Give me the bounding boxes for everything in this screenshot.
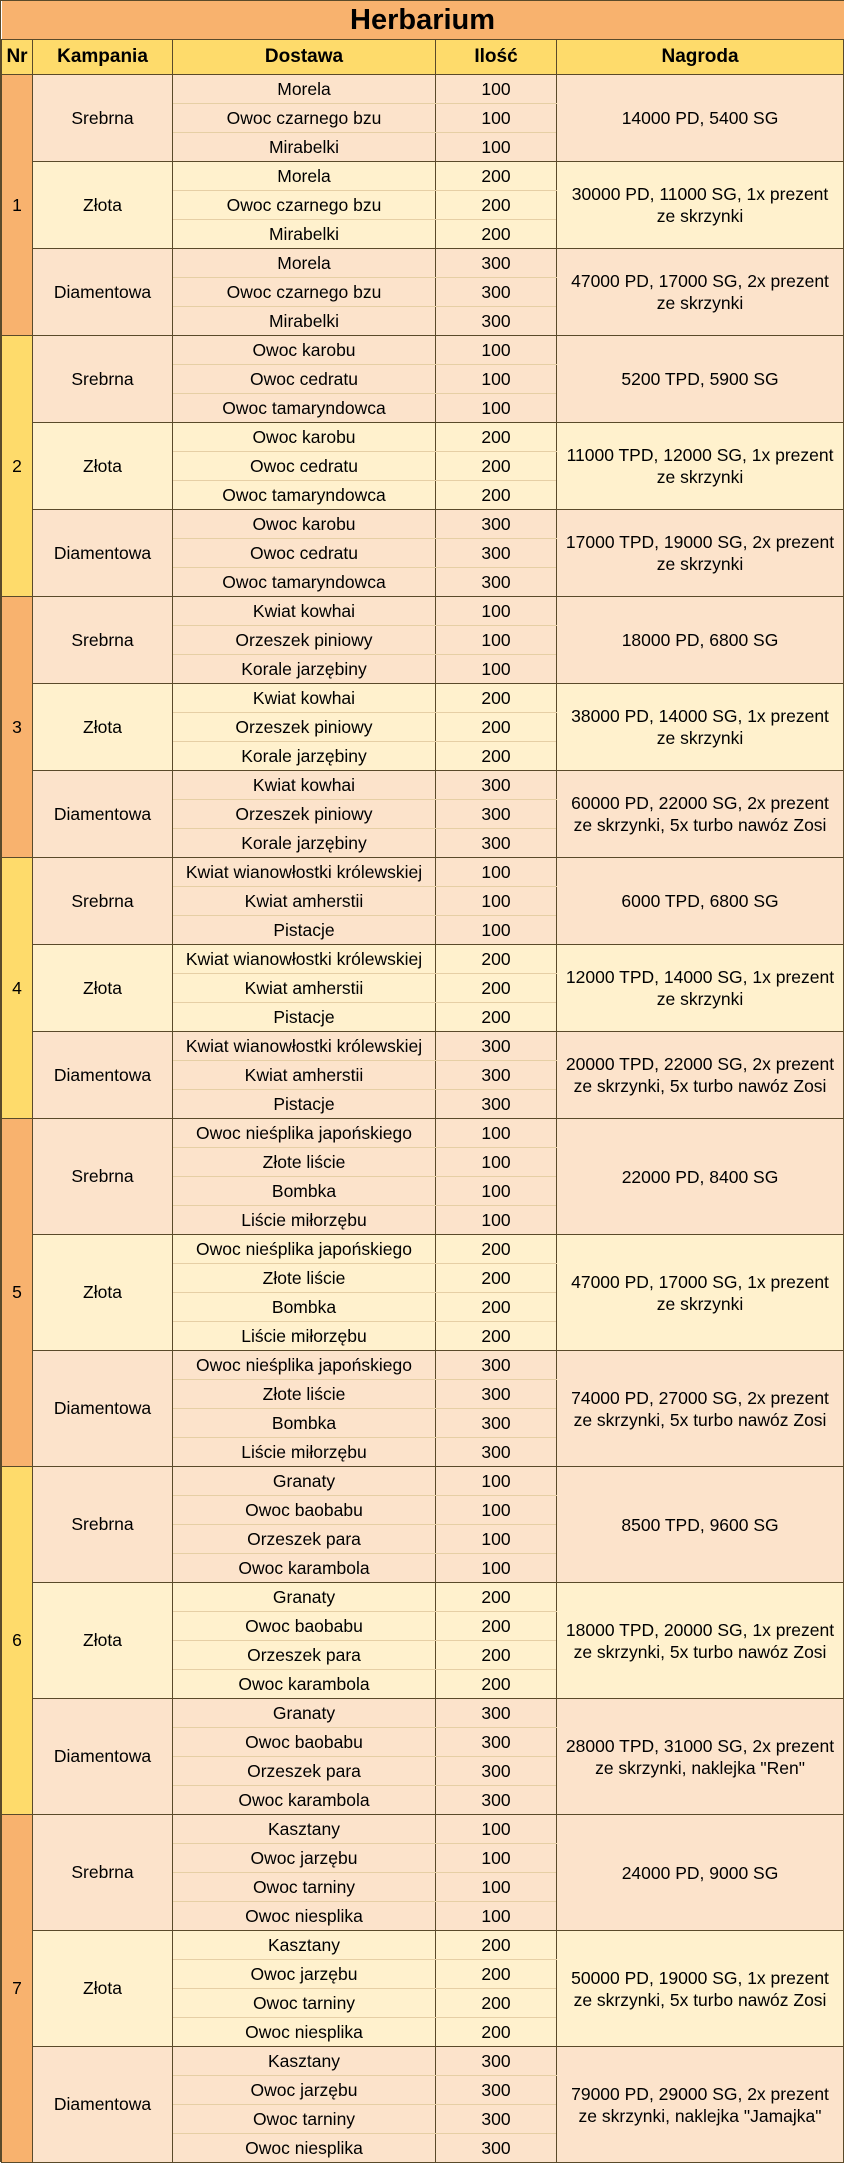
delivery-item: Orzeszek piniowy (173, 626, 436, 655)
delivery-quantity: 100 (436, 1844, 557, 1873)
table-row (2, 771, 844, 800)
delivery-quantity: 200 (436, 974, 557, 1003)
group-number: 2 (2, 336, 33, 597)
delivery-item: Kwiat kowhai (173, 684, 436, 713)
campaign-tier: Złota (33, 423, 173, 510)
reward-cell: 79000 PD, 29000 SG, 2x prezent ze skrzynki, naklejka "Jamajka" (557, 2047, 844, 2163)
delivery-quantity: 300 (436, 1699, 557, 1728)
reward-cell: 12000 TPD, 14000 SG, 1x prezent ze skrzynki (557, 945, 844, 1032)
delivery-quantity: 200 (436, 684, 557, 713)
delivery-item: Korale jarzębiny (173, 829, 436, 858)
delivery-quantity: 300 (436, 1380, 557, 1409)
delivery-item: Owoc nieśplika japońskiego (173, 1351, 436, 1380)
table-body (2, 75, 844, 2163)
delivery-item: Liście miłorzębu (173, 1322, 436, 1351)
table-row (2, 1235, 844, 1264)
delivery-quantity: 300 (436, 829, 557, 858)
campaign-tier: Diamentowa (33, 510, 173, 597)
delivery-item: Owoc nieśplika japońskiego (173, 1235, 436, 1264)
reward-cell: 17000 TPD, 19000 SG, 2x prezent ze skrzynki (557, 510, 844, 597)
delivery-item: Owoc niesplika (173, 2018, 436, 2047)
reward-cell: 24000 PD, 9000 SG (557, 1815, 844, 1931)
table-row (2, 510, 844, 539)
delivery-quantity: 300 (436, 1090, 557, 1119)
campaign-tier: Srebrna (33, 75, 173, 162)
delivery-item: Owoc karobu (173, 423, 436, 452)
table-row (2, 423, 844, 452)
reward-cell: 38000 PD, 14000 SG, 1x prezent ze skrzynki (557, 684, 844, 771)
delivery-quantity: 200 (436, 1931, 557, 1960)
table-row (2, 1467, 844, 1496)
campaign-tier: Złota (33, 684, 173, 771)
herbarium-table (1, 1, 844, 2163)
delivery-quantity: 300 (436, 2105, 557, 2134)
delivery-quantity: 300 (436, 800, 557, 829)
campaign-tier: Diamentowa (33, 1351, 173, 1467)
delivery-quantity: 100 (436, 858, 557, 887)
table-row (2, 597, 844, 626)
delivery-item: Pistacje (173, 916, 436, 945)
header-reward: Nagroda (557, 40, 844, 75)
delivery-quantity: 100 (436, 1206, 557, 1235)
table-row (2, 75, 844, 104)
delivery-quantity: 200 (436, 1612, 557, 1641)
delivery-item: Złote liście (173, 1264, 436, 1293)
campaign-tier: Złota (33, 945, 173, 1032)
delivery-item: Owoc czarnego bzu (173, 278, 436, 307)
delivery-item: Owoc nieśplika japońskiego (173, 1119, 436, 1148)
delivery-item: Granaty (173, 1467, 436, 1496)
delivery-quantity: 300 (436, 1032, 557, 1061)
delivery-quantity: 200 (436, 220, 557, 249)
delivery-quantity: 200 (436, 1670, 557, 1699)
delivery-item: Kasztany (173, 1815, 436, 1844)
group-number: 6 (2, 1467, 33, 1815)
delivery-quantity: 300 (436, 278, 557, 307)
delivery-quantity: 100 (436, 75, 557, 104)
delivery-item: Orzeszek para (173, 1641, 436, 1670)
delivery-item: Złote liście (173, 1148, 436, 1177)
delivery-item: Owoc cedratu (173, 539, 436, 568)
table-row (2, 1351, 844, 1380)
delivery-item: Kwiat wianowłostki królewskiej (173, 945, 436, 974)
delivery-item: Granaty (173, 1583, 436, 1612)
reward-cell: 30000 PD, 11000 SG, 1x prezent ze skrzynki (557, 162, 844, 249)
delivery-item: Owoc tarniny (173, 1873, 436, 1902)
table-row (2, 162, 844, 191)
group-number: 4 (2, 858, 33, 1119)
delivery-item: Bombka (173, 1409, 436, 1438)
delivery-item: Owoc baobabu (173, 1728, 436, 1757)
campaign-tier: Diamentowa (33, 1699, 173, 1815)
header-delivery: Dostawa (173, 40, 436, 75)
delivery-item: Kwiat amherstii (173, 1061, 436, 1090)
delivery-item: Owoc karobu (173, 510, 436, 539)
reward-cell: 47000 PD, 17000 SG, 1x prezent ze skrzynki (557, 1235, 844, 1351)
delivery-quantity: 100 (436, 1119, 557, 1148)
delivery-quantity: 100 (436, 1815, 557, 1844)
delivery-quantity: 100 (436, 365, 557, 394)
delivery-quantity: 100 (436, 1873, 557, 1902)
reward-cell: 20000 TPD, 22000 SG, 2x prezent ze skrzynki, 5x turbo nawóz Zosi (557, 1032, 844, 1119)
table-row (2, 858, 844, 887)
delivery-quantity: 100 (436, 1177, 557, 1206)
delivery-item: Kwiat amherstii (173, 974, 436, 1003)
delivery-item: Owoc jarzębu (173, 2076, 436, 2105)
campaign-tier: Złota (33, 1583, 173, 1699)
reward-cell: 18000 TPD, 20000 SG, 1x prezent ze skrzynki, 5x turbo nawóz Zosi (557, 1583, 844, 1699)
delivery-item: Owoc czarnego bzu (173, 191, 436, 220)
delivery-item: Owoc tamaryndowca (173, 481, 436, 510)
delivery-quantity: 300 (436, 2134, 557, 2163)
delivery-item: Kwiat amherstii (173, 887, 436, 916)
delivery-quantity: 100 (436, 394, 557, 423)
delivery-quantity: 200 (436, 1003, 557, 1032)
delivery-item: Liście miłorzębu (173, 1206, 436, 1235)
delivery-quantity: 300 (436, 2076, 557, 2105)
table-row (2, 684, 844, 713)
delivery-quantity: 200 (436, 162, 557, 191)
delivery-item: Owoc karobu (173, 336, 436, 365)
delivery-quantity: 100 (436, 1525, 557, 1554)
delivery-item: Korale jarzębiny (173, 742, 436, 771)
delivery-quantity: 300 (436, 1438, 557, 1467)
delivery-item: Liście miłorzębu (173, 1438, 436, 1467)
delivery-quantity: 100 (436, 626, 557, 655)
delivery-quantity: 200 (436, 1960, 557, 1989)
delivery-item: Granaty (173, 1699, 436, 1728)
delivery-quantity: 200 (436, 191, 557, 220)
delivery-quantity: 100 (436, 655, 557, 684)
delivery-item: Morela (173, 162, 436, 191)
delivery-quantity: 200 (436, 1989, 557, 2018)
delivery-item: Kwiat kowhai (173, 597, 436, 626)
reward-cell: 22000 PD, 8400 SG (557, 1119, 844, 1235)
delivery-item: Kasztany (173, 1931, 436, 1960)
delivery-item: Mirabelki (173, 307, 436, 336)
header-campaign: Kampania (33, 40, 173, 75)
delivery-quantity: 300 (436, 568, 557, 597)
delivery-item: Owoc jarzębu (173, 1844, 436, 1873)
delivery-quantity: 200 (436, 2018, 557, 2047)
table-row (2, 1931, 844, 1960)
table-row (2, 2047, 844, 2076)
group-number: 3 (2, 597, 33, 858)
delivery-quantity: 300 (436, 2047, 557, 2076)
reward-cell: 5200 TPD, 5900 SG (557, 336, 844, 423)
group-number: 7 (2, 1815, 33, 2163)
delivery-item: Orzeszek para (173, 1757, 436, 1786)
delivery-item: Owoc cedratu (173, 365, 436, 394)
delivery-item: Mirabelki (173, 133, 436, 162)
delivery-item: Owoc cedratu (173, 452, 436, 481)
table-title: Herbarium (2, 1, 844, 40)
campaign-tier: Srebrna (33, 336, 173, 423)
campaign-tier: Złota (33, 1235, 173, 1351)
table-row (2, 249, 844, 278)
delivery-quantity: 300 (436, 1351, 557, 1380)
campaign-tier: Srebrna (33, 1815, 173, 1931)
delivery-item: Kwiat wianowłostki królewskiej (173, 858, 436, 887)
campaign-tier: Diamentowa (33, 2047, 173, 2163)
delivery-item: Owoc tarniny (173, 1989, 436, 2018)
delivery-item: Orzeszek piniowy (173, 800, 436, 829)
delivery-quantity: 200 (436, 1641, 557, 1670)
delivery-item: Owoc tamaryndowca (173, 568, 436, 597)
delivery-quantity: 200 (436, 481, 557, 510)
delivery-quantity: 100 (436, 104, 557, 133)
reward-cell: 47000 PD, 17000 SG, 2x prezent ze skrzynki (557, 249, 844, 336)
delivery-quantity: 100 (436, 597, 557, 626)
reward-cell: 60000 PD, 22000 SG, 2x prezent ze skrzynki, 5x turbo nawóz Zosi (557, 771, 844, 858)
table-row (2, 336, 844, 365)
delivery-item: Owoc niesplika (173, 1902, 436, 1931)
campaign-tier: Diamentowa (33, 1032, 173, 1119)
delivery-quantity: 300 (436, 510, 557, 539)
delivery-quantity: 200 (436, 1583, 557, 1612)
campaign-tier: Diamentowa (33, 771, 173, 858)
delivery-quantity: 300 (436, 771, 557, 800)
reward-cell: 6000 TPD, 6800 SG (557, 858, 844, 945)
group-number: 5 (2, 1119, 33, 1467)
campaign-tier: Srebrna (33, 858, 173, 945)
delivery-item: Owoc niesplika (173, 2134, 436, 2163)
delivery-quantity: 200 (436, 1235, 557, 1264)
delivery-quantity: 100 (436, 336, 557, 365)
table-row (2, 945, 844, 974)
delivery-quantity: 300 (436, 1061, 557, 1090)
delivery-item: Orzeszek para (173, 1525, 436, 1554)
delivery-quantity: 300 (436, 539, 557, 568)
delivery-item: Kwiat wianowłostki królewskiej (173, 1032, 436, 1061)
delivery-item: Złote liście (173, 1380, 436, 1409)
delivery-item: Morela (173, 75, 436, 104)
group-number: 1 (2, 75, 33, 336)
delivery-quantity: 100 (436, 133, 557, 162)
table-row (2, 1119, 844, 1148)
reward-cell: 50000 PD, 19000 SG, 1x prezent ze skrzynki, 5x turbo nawóz Zosi (557, 1931, 844, 2047)
delivery-item: Bombka (173, 1177, 436, 1206)
delivery-item: Owoc jarzębu (173, 1960, 436, 1989)
delivery-item: Kwiat kowhai (173, 771, 436, 800)
delivery-item: Pistacje (173, 1003, 436, 1032)
delivery-quantity: 200 (436, 742, 557, 771)
reward-cell: 18000 PD, 6800 SG (557, 597, 844, 684)
delivery-quantity: 300 (436, 1728, 557, 1757)
campaign-tier: Srebrna (33, 1467, 173, 1583)
delivery-quantity: 300 (436, 1409, 557, 1438)
delivery-quantity: 100 (436, 1496, 557, 1525)
reward-cell: 74000 PD, 27000 SG, 2x prezent ze skrzynki, 5x turbo nawóz Zosi (557, 1351, 844, 1467)
delivery-quantity: 200 (436, 1264, 557, 1293)
reward-cell: 11000 TPD, 12000 SG, 1x prezent ze skrzynki (557, 423, 844, 510)
reward-cell: 14000 PD, 5400 SG (557, 75, 844, 162)
delivery-item: Owoc karambola (173, 1670, 436, 1699)
delivery-item: Owoc baobabu (173, 1612, 436, 1641)
header-nr: Nr (2, 40, 33, 75)
delivery-item: Owoc karambola (173, 1554, 436, 1583)
delivery-item: Morela (173, 249, 436, 278)
delivery-item: Owoc czarnego bzu (173, 104, 436, 133)
delivery-quantity: 100 (436, 1148, 557, 1177)
delivery-item: Bombka (173, 1293, 436, 1322)
delivery-quantity: 200 (436, 423, 557, 452)
campaign-tier: Diamentowa (33, 249, 173, 336)
campaign-tier: Srebrna (33, 597, 173, 684)
delivery-quantity: 200 (436, 1293, 557, 1322)
header-quantity: Ilość (436, 40, 557, 75)
delivery-quantity: 200 (436, 452, 557, 481)
delivery-item: Owoc tarniny (173, 2105, 436, 2134)
campaign-tier: Złota (33, 162, 173, 249)
delivery-quantity: 300 (436, 1757, 557, 1786)
delivery-quantity: 200 (436, 1322, 557, 1351)
delivery-quantity: 200 (436, 945, 557, 974)
reward-cell: 8500 TPD, 9600 SG (557, 1467, 844, 1583)
reward-cell: 28000 TPD, 31000 SG, 2x prezent ze skrzynki, naklejka "Ren" (557, 1699, 844, 1815)
delivery-quantity: 100 (436, 1902, 557, 1931)
campaign-tier: Srebrna (33, 1119, 173, 1235)
delivery-quantity: 100 (436, 1467, 557, 1496)
table-row (2, 1583, 844, 1612)
delivery-item: Owoc karambola (173, 1786, 436, 1815)
delivery-quantity: 300 (436, 307, 557, 336)
delivery-item: Mirabelki (173, 220, 436, 249)
delivery-quantity: 100 (436, 916, 557, 945)
table-row (2, 1699, 844, 1728)
delivery-quantity: 100 (436, 887, 557, 916)
delivery-item: Korale jarzębiny (173, 655, 436, 684)
delivery-item: Owoc tamaryndowca (173, 394, 436, 423)
delivery-item: Pistacje (173, 1090, 436, 1119)
delivery-quantity: 100 (436, 1554, 557, 1583)
delivery-quantity: 300 (436, 1786, 557, 1815)
campaign-tier: Złota (33, 1931, 173, 2047)
delivery-quantity: 200 (436, 713, 557, 742)
delivery-item: Kasztany (173, 2047, 436, 2076)
delivery-item: Owoc baobabu (173, 1496, 436, 1525)
table-row (2, 1815, 844, 1844)
delivery-quantity: 300 (436, 249, 557, 278)
table-row (2, 1032, 844, 1061)
delivery-item: Orzeszek piniowy (173, 713, 436, 742)
